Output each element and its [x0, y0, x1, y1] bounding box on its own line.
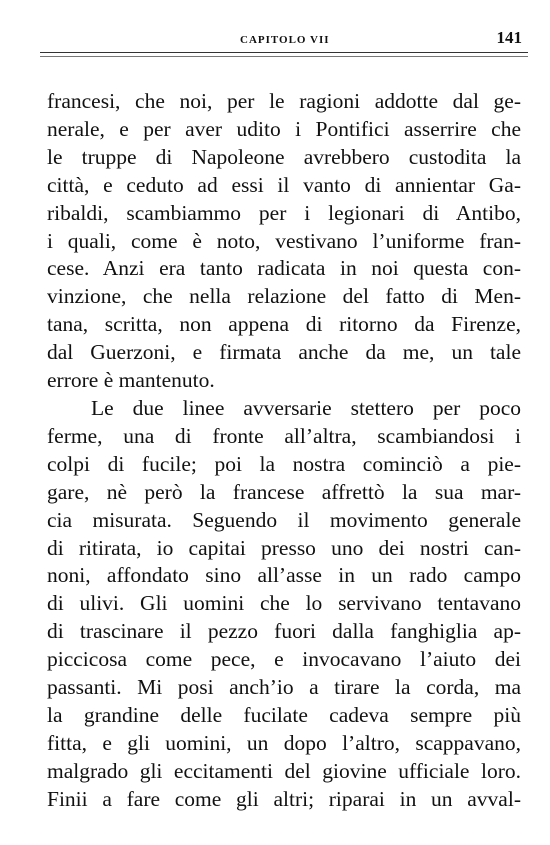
text-line: colpi di fucile; poi la nostra cominciò a pie-: [47, 451, 521, 476]
header-rule-secondary: [40, 56, 528, 57]
text-line: ribaldi, scambiammo per i legionari di Antibo,: [47, 200, 521, 225]
text-line: la grandine delle fucilate cadeva sempre più: [47, 702, 521, 727]
page-number: 141: [496, 28, 522, 47]
text-line: errore è mantenuto.: [47, 368, 215, 393]
text-line: le truppe di Napoleone avrebbero custodita la: [47, 144, 521, 169]
header-rule: [40, 52, 528, 53]
text-line: Finii a fare come gli altri; riparai in un avval-: [47, 786, 521, 811]
text-line: i quali, come è noto, vestivano l’uniforme fran-: [47, 228, 521, 253]
text-line: francesi, che noi, per le ragioni addotte dal ge-: [47, 89, 521, 113]
body-text: [47, 88, 521, 814]
text-line: noni, affondato sino all’asse in un rado campo: [47, 563, 521, 588]
text-line: tana, scritta, non appena di ritorno da Firenze,: [47, 312, 521, 337]
text-line: passanti. Mi posi anch’io a tirare la corda, ma: [47, 675, 521, 700]
text-line: fitta, e gli uomini, un dopo l’altro, scappavano,: [47, 730, 521, 755]
text-line: vinzione, che nella relazione del fatto di Men-: [47, 284, 521, 309]
text-line: cia misurata. Seguendo il movimento generale: [47, 507, 521, 532]
text-line: nerale, e per aver udito i Pontifici asserrire che: [47, 116, 521, 141]
paragraph-1: [47, 88, 521, 395]
paragraph-2: [47, 395, 521, 814]
running-head: [40, 28, 530, 50]
text-line: di ulivi. Gli uomini che lo servivano tentavano: [47, 591, 521, 616]
text-line: Le due linee avversarie stettero per poco: [91, 395, 521, 420]
text-line: malgrado gli eccitamenti del giovine ufficiale loro.: [47, 758, 521, 783]
text-line: ferme, una di fronte all’altra, scambiandosi i: [47, 423, 521, 448]
text-line: di trascinare il pezzo fuori dalla fanghiglia ap-: [47, 619, 521, 644]
text-line: cese. Anzi era tanto radicata in noi questa con-: [47, 256, 521, 281]
text-line: gare, nè però la francese affrettò la sua mar-: [47, 479, 521, 504]
text-line: città, e ceduto ad essi il vanto di annientar Ga-: [47, 172, 521, 197]
chapter-title: CAPITOLO VII: [240, 34, 330, 46]
text-line: piccicosa come pece, e invocavano l’aiuto dei: [47, 647, 521, 672]
text-line: dal Guerzoni, e firmata anche da me, un tale: [47, 340, 521, 365]
text-line: di ritirata, io capitai presso uno dei nostri can-: [47, 535, 521, 560]
